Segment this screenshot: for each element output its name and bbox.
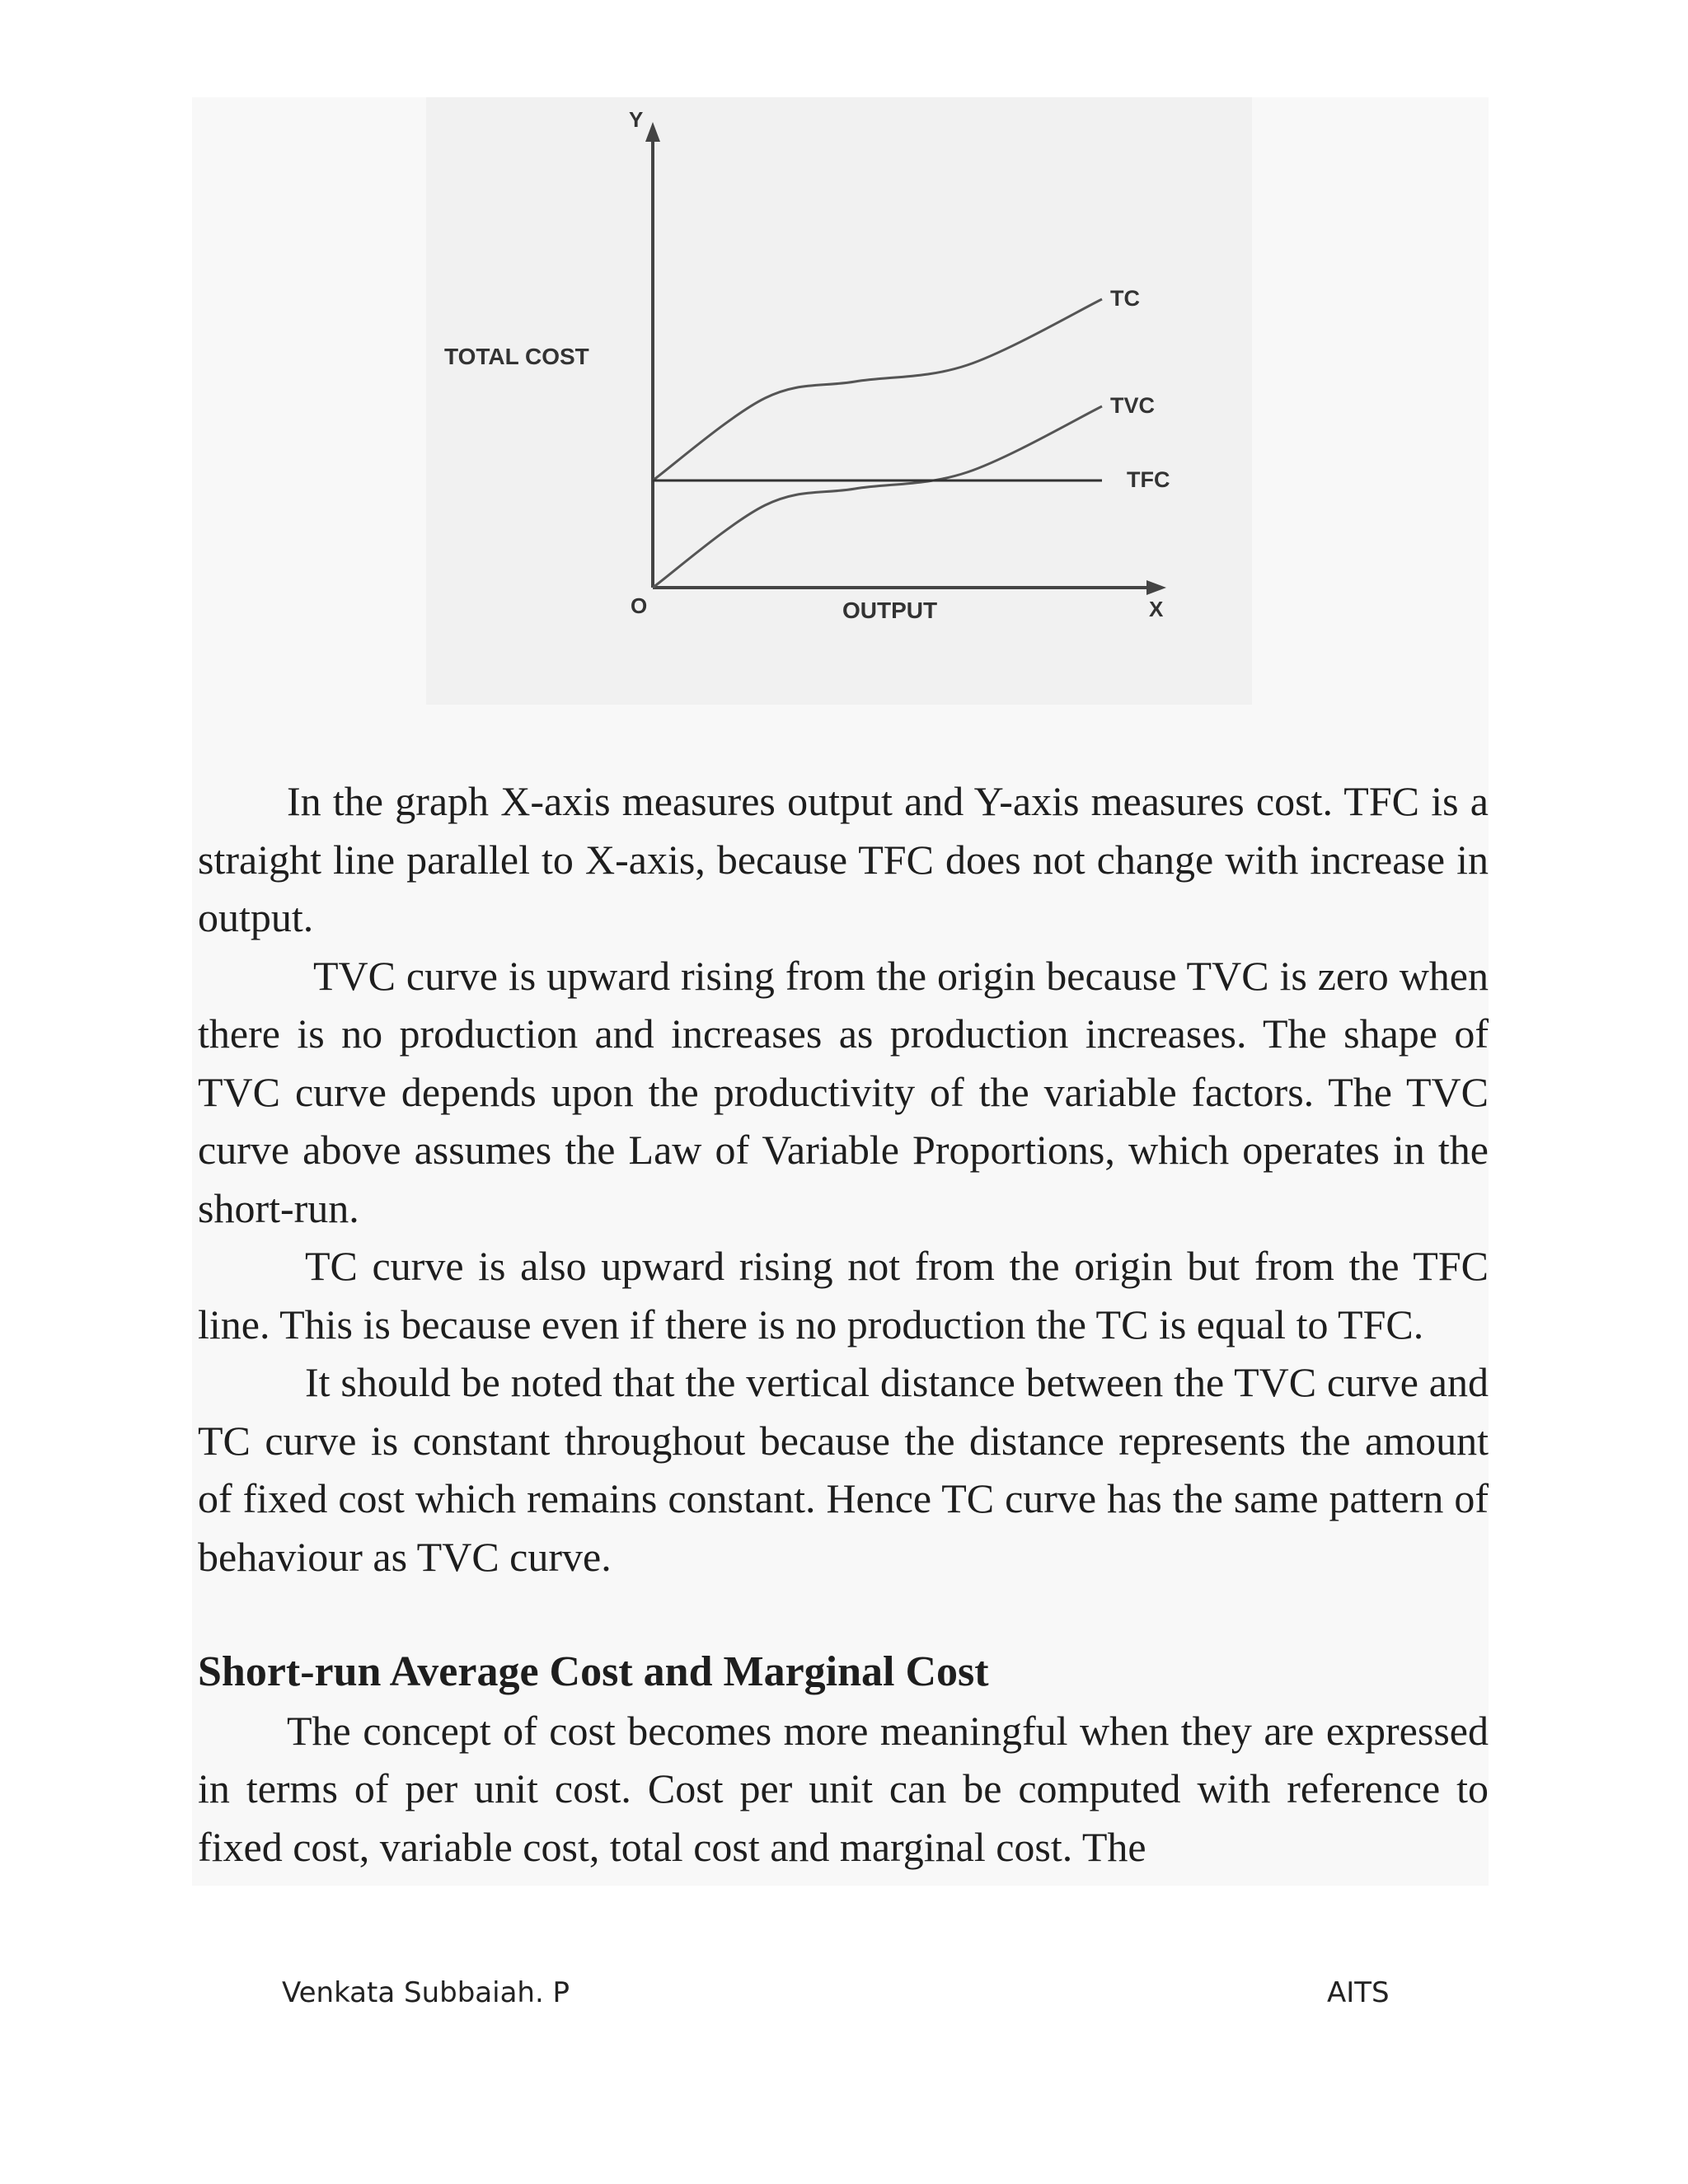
- tfc-label: TFC: [1127, 467, 1170, 492]
- y-axis-arrow: [645, 122, 660, 142]
- paragraph-per-unit-cost: The concept of cost becomes more meaningful when they are expressed in terms of per unit cost. Cost per unit can be computed with reference to fixed cost, variable cost, total cost and marginal cost. The: [198, 1707, 1489, 1870]
- paragraph-tvc: TVC curve is upward rising from the origin because TVC is zero when there is no production and increases as production increases. The shape of TVC curve depends upon the productivity of the variable factors. The TVC curve above assumes the Law of Variable Proportions, which operates in the short-run.: [198, 952, 1489, 1231]
- x-axis-arrow: [1146, 580, 1166, 595]
- body-text: [198, 772, 1489, 1876]
- tc-curve: [653, 299, 1102, 480]
- footer-author: Venkata Subbaiah. P: [282, 1976, 570, 2009]
- paragraph-graph-description: In the graph X-axis measures output and Y-axis measures cost. TFC is a straight line parallel to X-axis, because TFC does not change with increase in output.: [198, 778, 1489, 940]
- footer-institution: AITS: [1327, 1976, 1390, 2009]
- cost-curves-chart: [426, 97, 1252, 705]
- paragraph-tc: TC curve is also upward rising not from the origin but from the TFC line. This is because even if there is no production the TC is equal to TFC.: [198, 1243, 1489, 1347]
- tvc-curve: [653, 406, 1102, 588]
- x-axis-letter: X: [1149, 597, 1164, 621]
- origin-label: O: [631, 593, 648, 618]
- y-axis-letter: Y: [629, 107, 644, 132]
- y-axis-label: TOTAL COST: [444, 344, 589, 369]
- cost-curves-figure: [426, 97, 1252, 705]
- paragraph-vertical-distance: It should be noted that the vertical distance between the TVC curve and TC curve is constant throughout because the distance represents the amount of fixed cost which remains constant. Hence TC curve has the same pattern of behaviour as TVC curve.: [198, 1359, 1489, 1580]
- tc-label: TC: [1110, 286, 1140, 311]
- tvc-label: TVC: [1110, 393, 1155, 418]
- section-heading: Short-run Average Cost and Marginal Cost: [198, 1648, 989, 1695]
- x-axis-label: OUTPUT: [842, 598, 938, 623]
